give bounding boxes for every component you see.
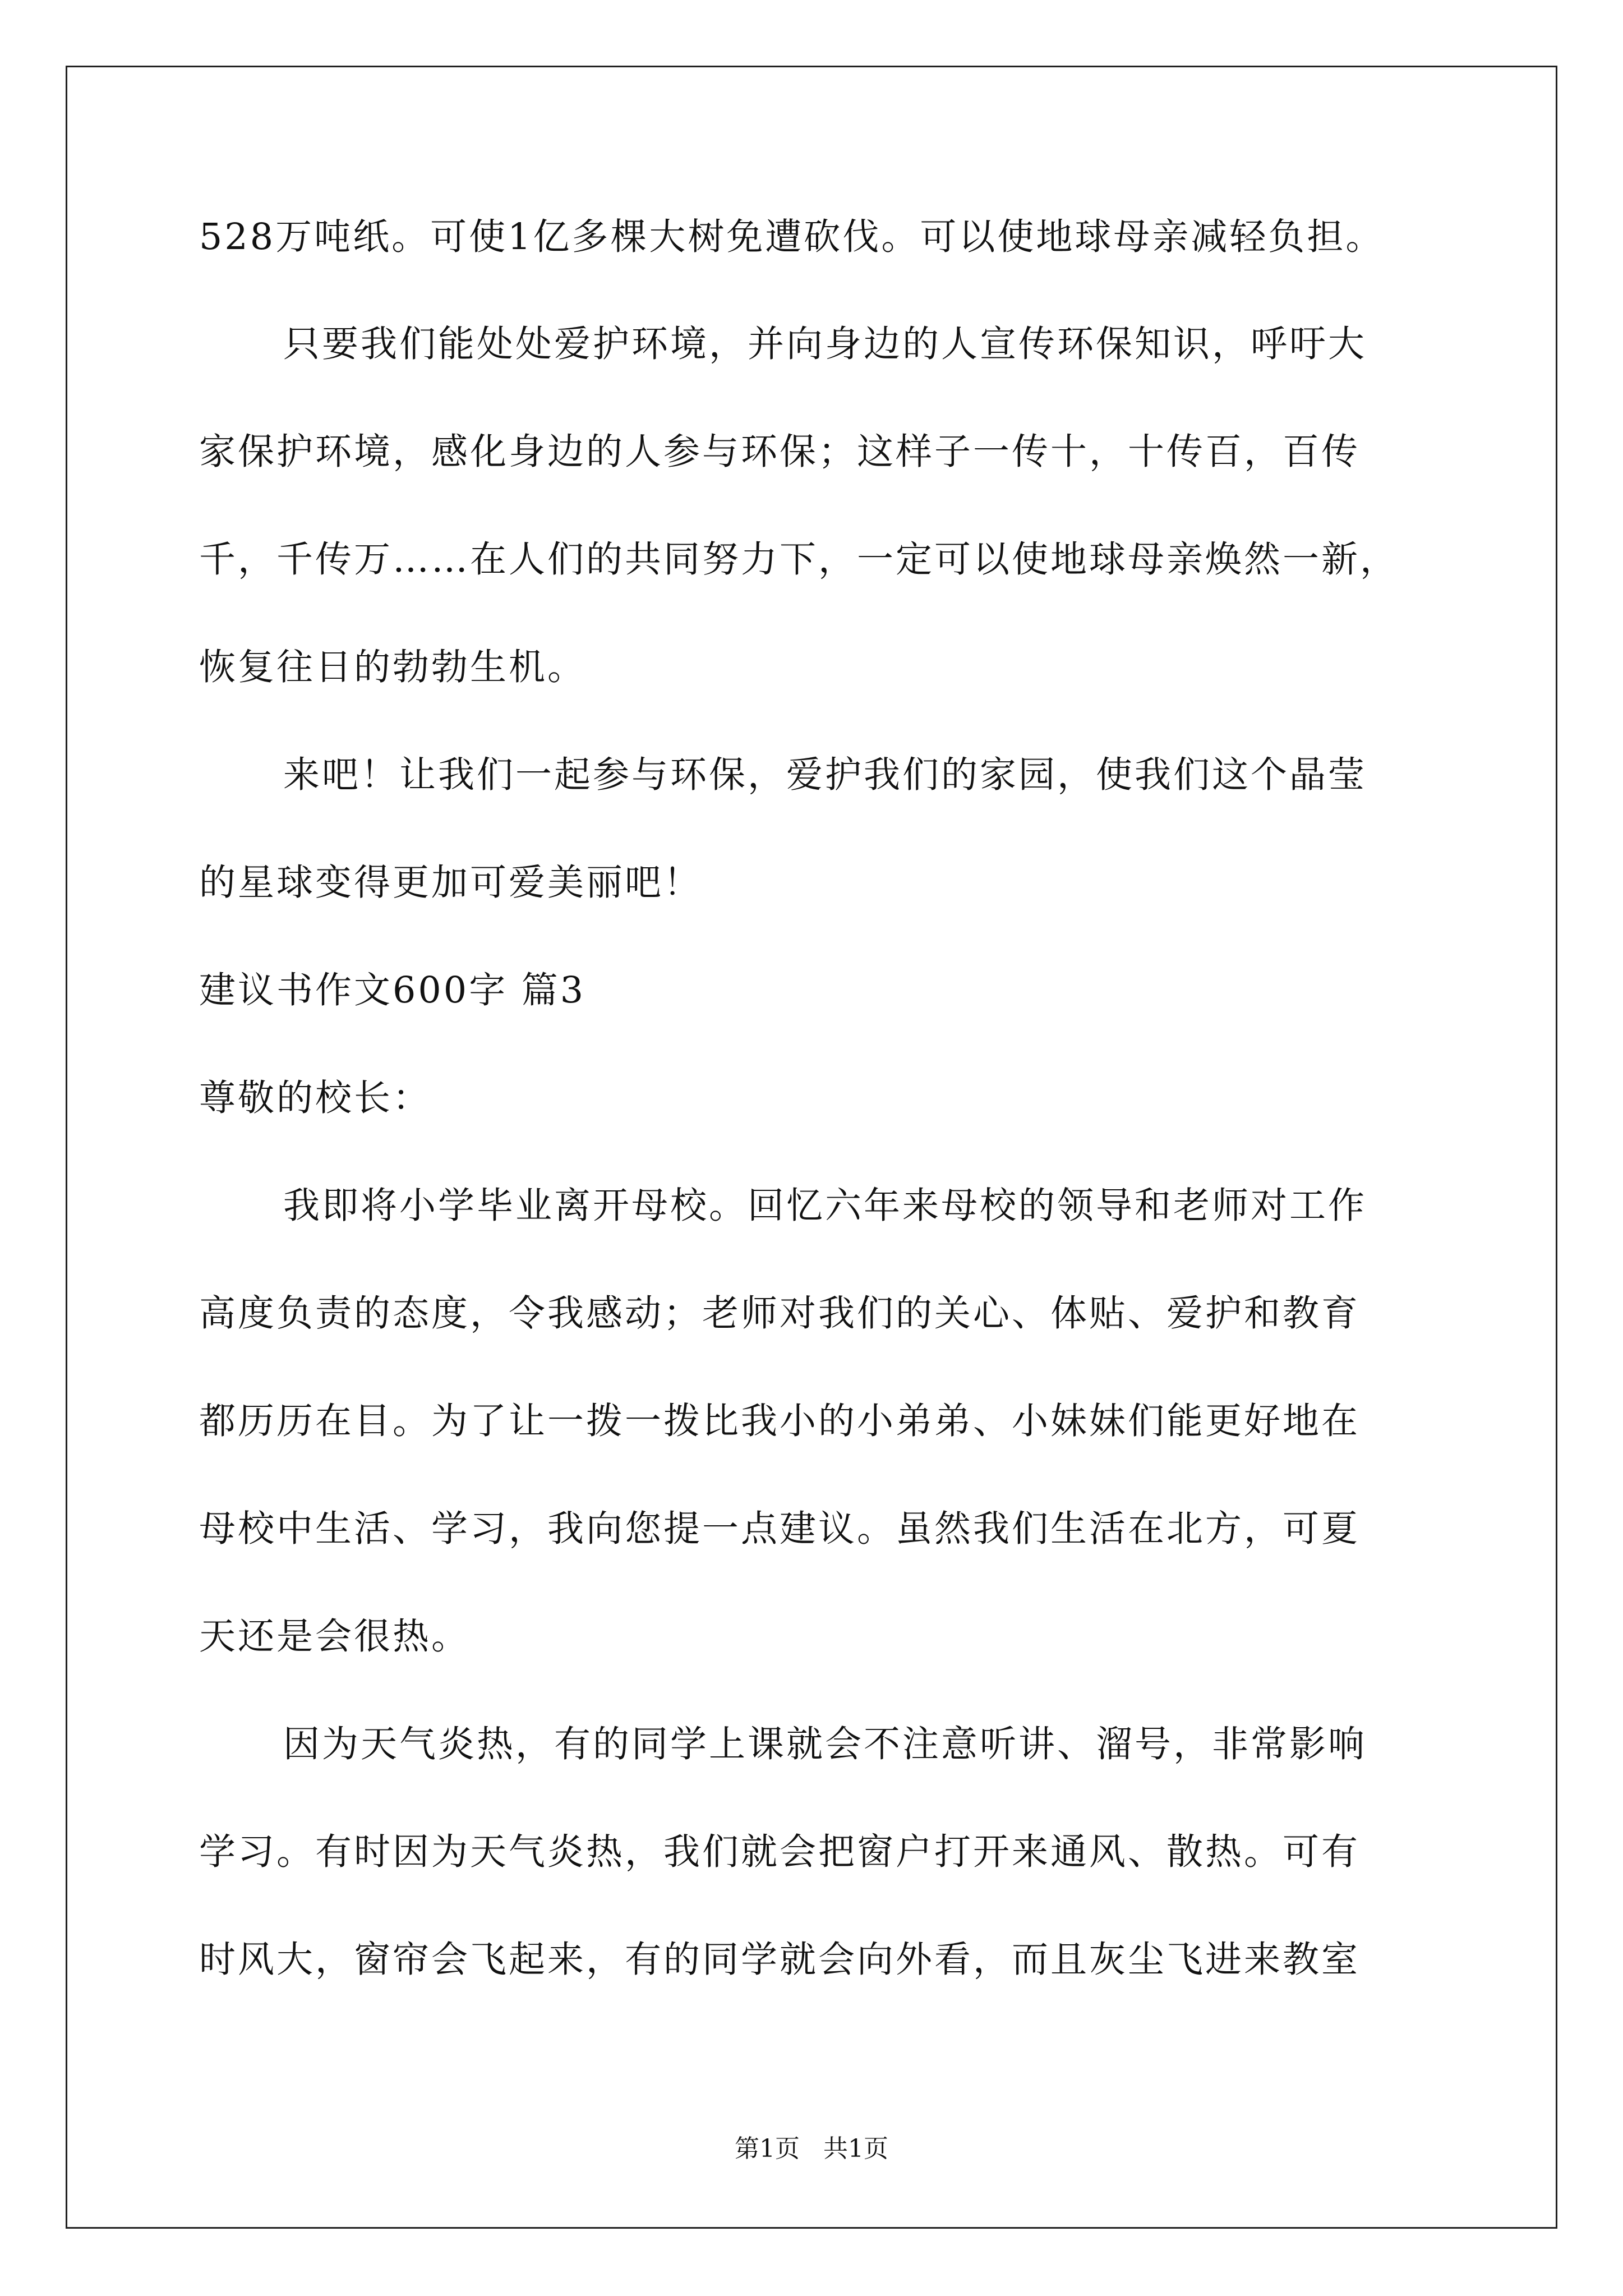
- text-line-16: 学习。有时因为天气炎热，我们就会把窗户打开来通风、散热。可有: [199, 1831, 1361, 1873]
- section-heading: 建议书作文600字 篇3: [199, 969, 586, 1011]
- text-line-10: 我即将小学毕业离开母校。回忆六年来母校的领导和老师对工作: [283, 1185, 1367, 1227]
- page-footer: [0, 2133, 1623, 2165]
- text-line-5: 恢复往日的勃勃生机。: [199, 646, 587, 688]
- page-current: 第1页: [735, 2134, 800, 2163]
- text-line-14: 天还是会很热。: [199, 1616, 471, 1658]
- text-line-7: 的星球变得更加可爱美丽吧！: [199, 862, 703, 904]
- text-line-2: 只要我们能处处爱护环境，并向身边的人宣传环保知识，呼吁大: [283, 323, 1367, 365]
- text-line-4: 千，千传万……在人们的共同努力下，一定可以使地球母亲焕然一新，: [199, 539, 1399, 581]
- salutation: 尊敬的校长：: [199, 1077, 432, 1119]
- page-frame: [66, 66, 1557, 2229]
- text-line-3: 家保护环境，感化身边的人参与环保；这样子一传十，十传百，百传: [199, 431, 1361, 473]
- text-line-1: 528万吨纸。可使1亿多棵大树免遭砍伐。可以使地球母亲减轻负担。: [199, 216, 1385, 258]
- text-line-13: 母校中生活、学习，我向您提一点建议。虽然我们生活在北方，可夏: [199, 1508, 1361, 1550]
- text-line-11: 高度负责的态度，令我感动；老师对我们的关心、体贴、爱护和教育: [199, 1292, 1361, 1335]
- page-total: 共1页: [823, 2134, 888, 2163]
- text-line-6: 来吧！让我们一起参与环保，爱护我们的家园，使我们这个晶莹: [283, 754, 1367, 796]
- text-line-17: 时风大，窗帘会飞起来，有的同学就会向外看，而且灰尘飞进来教室: [199, 1939, 1361, 1981]
- text-line-12: 都历历在目。为了让一拨一拨比我小的小弟弟、小妹妹们能更好地在: [199, 1400, 1361, 1442]
- text-line-15: 因为天气炎热，有的同学上课就会不注意听讲、溜号，非常影响: [283, 1723, 1367, 1765]
